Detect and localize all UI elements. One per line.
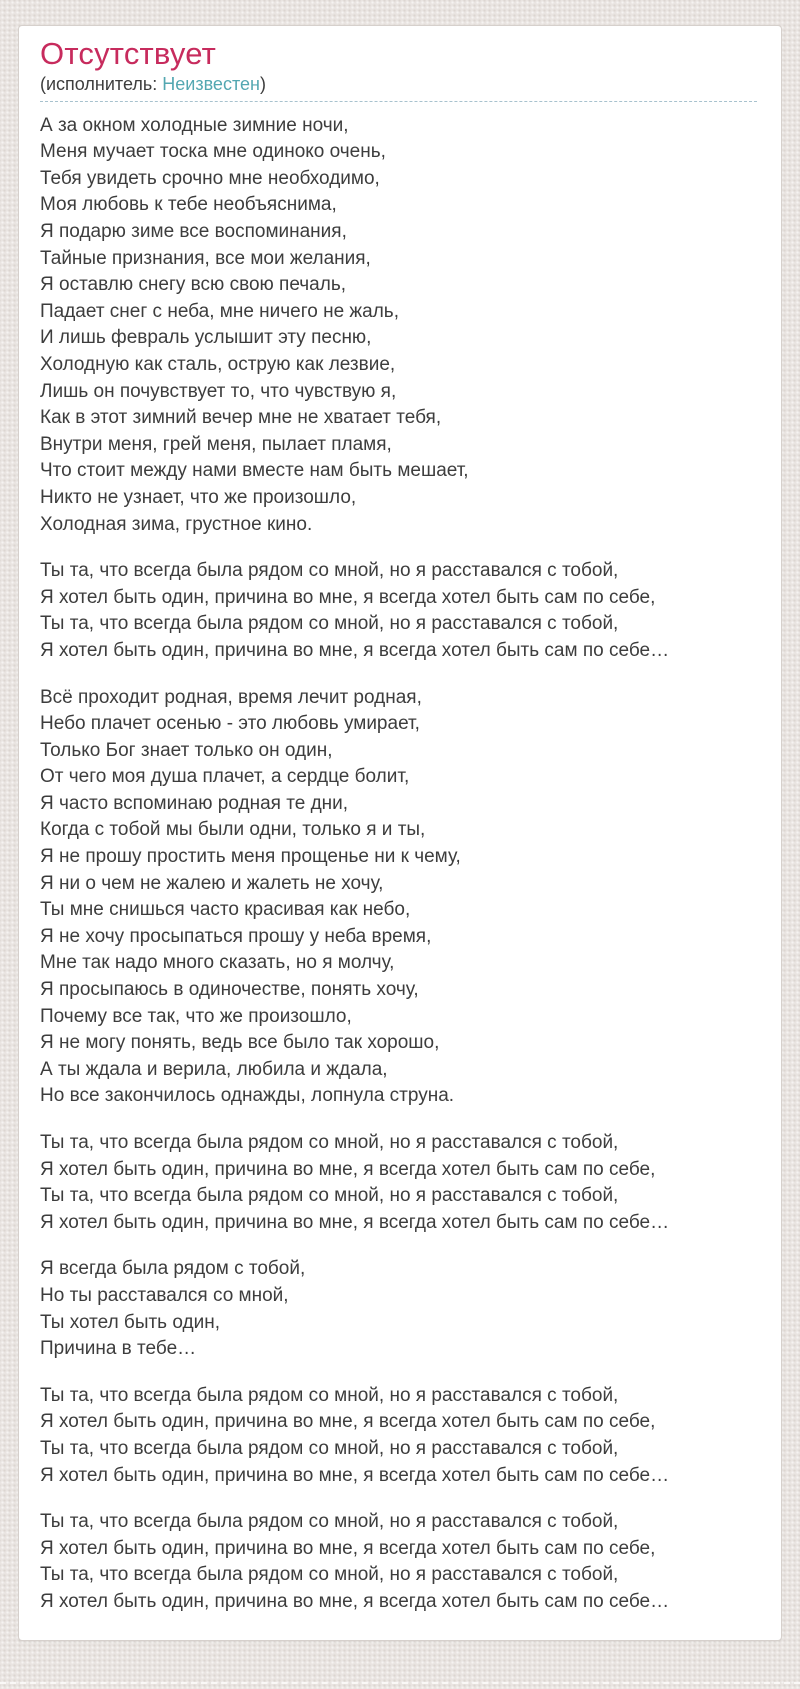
lyric-line: Ты та, что всегда была рядом со мной, но я расставался с тобой, bbox=[40, 1185, 619, 1207]
lyric-stanza bbox=[40, 685, 759, 1111]
lyric-line: Я хотел быть один, причина во мне, я всегда хотел быть сам по себе… bbox=[40, 1211, 670, 1233]
lyric-line: Тайные признания, все мои желания, bbox=[40, 247, 371, 269]
lyric-line: Я подарю зиме все воспоминания, bbox=[40, 221, 347, 243]
lyric-line: Я ни о чем не жалею и жалеть не хочу, bbox=[40, 872, 384, 894]
lyric-line: Моя любовь к тебе необъяснима, bbox=[40, 194, 337, 216]
lyric-line: Падает снег с неба, мне ничего не жаль, bbox=[40, 300, 399, 322]
bottom-texture-line bbox=[0, 1682, 800, 1684]
lyric-stanza bbox=[40, 113, 759, 539]
lyric-line: Но ты расставался со мной, bbox=[40, 1284, 289, 1306]
lyric-line: Почему все так, что же произошло, bbox=[40, 1005, 352, 1027]
lyric-line: Я не хочу просыпаться прошу у неба время, bbox=[40, 925, 432, 947]
lyric-line: Ты та, что всегда была рядом со мной, но я расставался с тобой, bbox=[40, 1437, 619, 1459]
lyric-line: Что стоит между нами вместе нам быть мешает, bbox=[40, 460, 469, 482]
lyric-line: Всё проходит родная, время лечит родная, bbox=[40, 686, 422, 708]
lyrics-card bbox=[18, 25, 782, 1641]
song-title: Отсутствует bbox=[40, 36, 217, 71]
lyric-line: От чего моя душа плачет, а сердце болит, bbox=[40, 766, 410, 788]
lyric-line: Я хотел быть один, причина во мне, я всегда хотел быть сам по себе, bbox=[40, 1411, 656, 1433]
lyric-stanza bbox=[40, 1256, 759, 1362]
lyric-line: Никто не узнает, что же произошло, bbox=[40, 486, 357, 508]
lyric-line: Холодную как сталь, острую как лезвие, bbox=[40, 353, 396, 375]
lyric-line: Ты та, что всегда была рядом со мной, но я расставался с тобой, bbox=[40, 1384, 619, 1406]
lyric-line: Я не могу понять, ведь все было так хорошо, bbox=[40, 1032, 440, 1054]
lyric-stanza bbox=[40, 558, 759, 664]
lyric-line: Ты та, что всегда была рядом со мной, но я расставался с тобой, bbox=[40, 560, 619, 582]
lyric-line: Я хотел быть один, причина во мне, я всегда хотел быть сам по себе, bbox=[40, 586, 656, 608]
lyric-line: Только Бог знает только он один, bbox=[40, 739, 333, 761]
lyric-line: Причина в тебе… bbox=[40, 1338, 197, 1360]
lyric-line: Ты та, что всегда была рядом со мной, но я расставался с тобой, bbox=[40, 1132, 619, 1154]
lyric-line: А ты ждала и верила, любила и ждала, bbox=[40, 1058, 388, 1080]
lyric-line: Я хотел быть один, причина во мне, я всегда хотел быть сам по себе… bbox=[40, 1590, 670, 1612]
lyric-line: Лишь он почувствует то, что чувствую я, bbox=[40, 380, 397, 402]
lyric-line: Ты хотел быть один, bbox=[40, 1311, 220, 1333]
lyric-line: Холодная зима, грустное кино. bbox=[40, 513, 313, 535]
lyric-line: Я часто вспоминаю родная те дни, bbox=[40, 792, 349, 814]
lyric-line: Я хотел быть один, причина во мне, я всегда хотел быть сам по себе… bbox=[40, 639, 670, 661]
lyric-line: Меня мучает тоска мне одиноко очень, bbox=[40, 141, 386, 163]
lyric-line: Ты мне снишься часто красивая как небо, bbox=[40, 899, 411, 921]
artist-label: (исполнитель: bbox=[40, 73, 163, 94]
lyric-stanza bbox=[40, 1130, 759, 1236]
lyric-line: Я просыпаюсь в одиночестве, понять хочу, bbox=[40, 979, 419, 1001]
lyric-line: Я всегда была рядом с тобой, bbox=[40, 1258, 306, 1280]
lyric-line: Ты та, что всегда была рядом со мной, но я расставался с тобой, bbox=[40, 613, 619, 635]
lyric-line: Но все закончилось однажды, лопнула струна. bbox=[40, 1085, 455, 1107]
lyric-line: Ты та, что всегда была рядом со мной, но я расставался с тобой, bbox=[40, 1564, 619, 1586]
lyrics-text bbox=[40, 102, 759, 1616]
lyric-line: Ты та, что всегда была рядом со мной, но я расставался с тобой, bbox=[40, 1511, 619, 1533]
lyric-line: Я хотел быть один, причина во мне, я всегда хотел быть сам по себе, bbox=[40, 1158, 656, 1180]
artist-line bbox=[40, 74, 759, 101]
lyric-line: Я оставлю снегу всю свою печаль, bbox=[40, 274, 347, 296]
lyric-line: Мне так надо много сказать, но я молчу, bbox=[40, 952, 395, 974]
lyric-line: А за окном холодные зимние ночи, bbox=[40, 114, 349, 136]
lyric-stanza bbox=[40, 1509, 759, 1615]
lyric-line: Я хотел быть один, причина во мне, я всегда хотел быть сам по себе, bbox=[40, 1537, 656, 1559]
artist-label-close-paren: ) bbox=[259, 73, 266, 94]
page-background bbox=[0, 25, 800, 1689]
lyric-line: Я хотел быть один, причина во мне, я всегда хотел быть сам по себе… bbox=[40, 1464, 670, 1486]
lyric-line: И лишь февраль услышит эту песню, bbox=[40, 327, 372, 349]
lyric-line: Я не прошу простить меня прощенье ни к чему, bbox=[40, 846, 461, 868]
lyric-line: Тебя увидеть срочно мне необходимо, bbox=[40, 167, 380, 189]
lyric-line: Внутри меня, грей меня, пылает пламя, bbox=[40, 433, 392, 455]
lyric-line: Небо плачет осенью - это любовь умирает, bbox=[40, 713, 420, 735]
artist-link[interactable]: Неизвестен bbox=[162, 73, 260, 94]
lyric-line: Когда с тобой мы были одни, только я и ты, bbox=[40, 819, 426, 841]
lyric-line: Как в этот зимний вечер мне не хватает тебя, bbox=[40, 407, 442, 429]
lyric-stanza bbox=[40, 1383, 759, 1489]
